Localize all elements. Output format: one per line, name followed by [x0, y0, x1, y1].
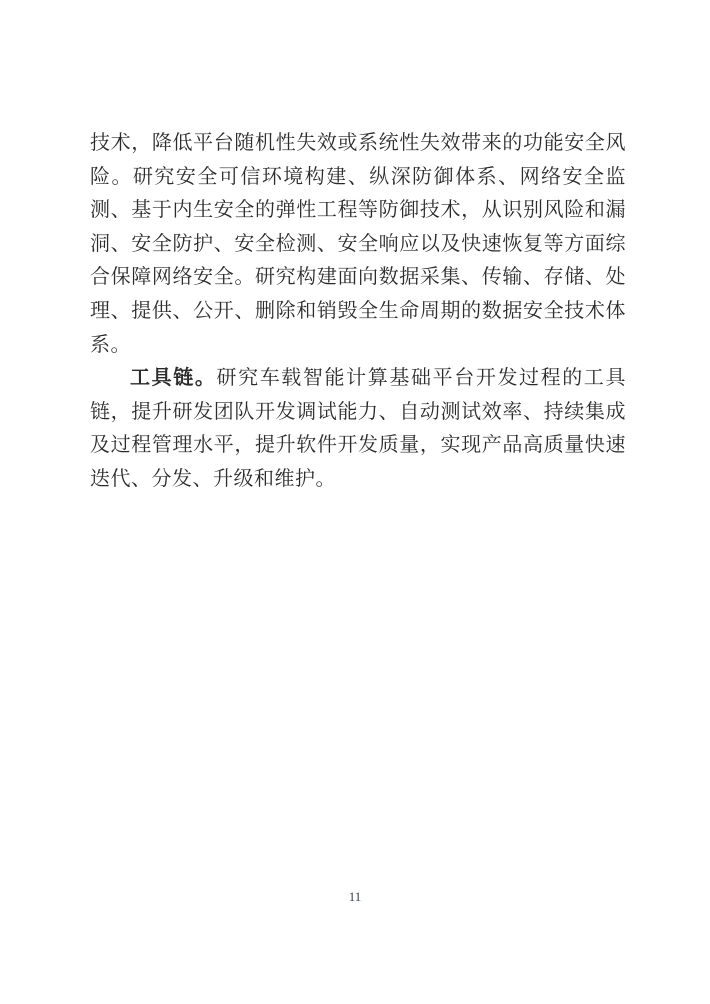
paragraph-text: 技术，降低平台随机性失效或系统性失效带来的功能安全风险。研究安全可信环境构建、纵深防御体系、网络安全监测、基于内生安全的弹性工程等防御技术，从识别风险和漏洞、安全防护、安全检测、安全响应以及快速恢复等方面综合保障网络安全。研究构建面向数据采集、传输、存储、处理、提供、公开、删除和销毁全生命周期的数据安全技术体系。 — [90, 132, 626, 356]
paragraph-continuation — [90, 127, 626, 362]
page-number: 11 — [348, 889, 362, 904]
paragraph-toolchain — [90, 362, 626, 496]
document-body — [90, 127, 626, 497]
paragraph-lead-bold: 工具链。 — [130, 367, 217, 390]
paragraph-text: 研究车载智能计算基础平台开发过程的工具链，提升研发团队开发调试能力、自动测试效率、持续集成及过程管理水平，提升软件开发质量，实现产品高质量快速迭代、分发、升级和维护。 — [90, 367, 627, 490]
